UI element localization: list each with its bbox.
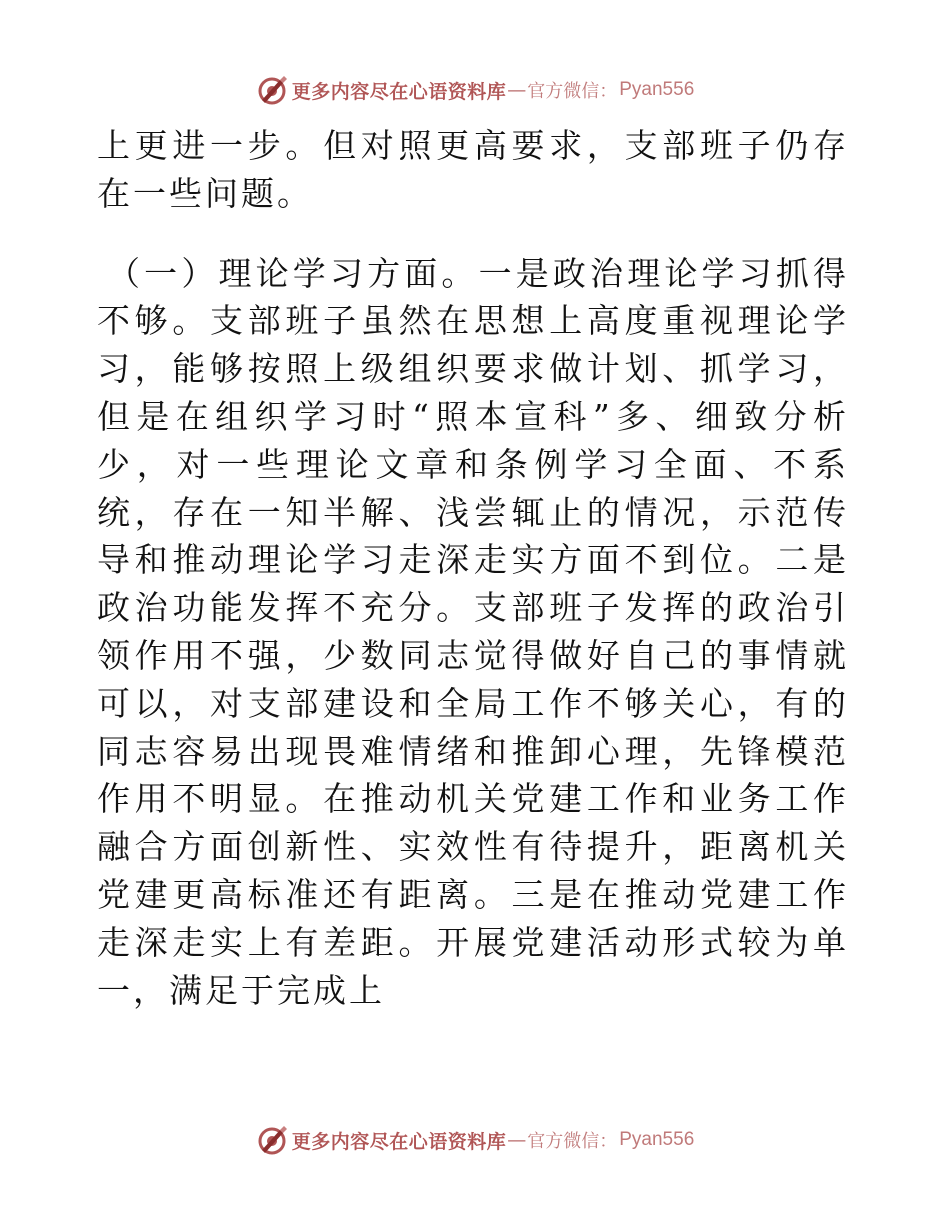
watermark-separator: — [507,1129,527,1151]
footer-watermark [0,1120,950,1160]
watermark-site-name: 更多内容尽在心语资料库 [291,1130,507,1153]
watermark-wechat-id: Pyan556 [619,79,695,100]
paragraph-continuation: 上更进一步。但对照更高要求，支部班子仍存在一些问题。 [97,126,849,213]
watermark-wechat-label: 官方微信： [527,1131,618,1152]
watermark-wechat-id: Pyan556 [619,1129,695,1150]
watermark-separator: — [507,79,527,101]
document-body [97,122,849,1014]
pen-logo-icon [256,1124,288,1156]
watermark-wechat-label: 官方微信： [527,81,618,102]
paragraph-theory-study: （一）理论学习方面。一是政治理论学习抓得不够。支部班子虽然在思想上高度重视理论学习，能够按照上级组织要求做计划、抓学习，但是在组织学习时“照本宣科”多、细致分析少，对一些理论文章和条例学习全面、不系统，存在一知半解、浅尝辄止的情况，示范传导和推动理论学习走深走实方面不到位。二是政治功能发挥不充分。支部班子发挥的政治引领作用不强，少数同志觉得做好自己的事情就可以，对支部建设和全局工作不够关心，有的同志容易出现畏难情绪和推卸心理，先锋模范作用不明显。在推动机关党建工作和业务工作融合方面创新性、实效性有待提升，距离机关党建更高标准还有距离。三是在推动党建工作走深走实上有差距。开展党建活动形式较为单一，满足于完成上 [97,253,849,1010]
pen-logo-icon [256,74,288,106]
watermark-site-name: 更多内容尽在心语资料库 [291,80,507,103]
header-watermark [0,70,950,110]
